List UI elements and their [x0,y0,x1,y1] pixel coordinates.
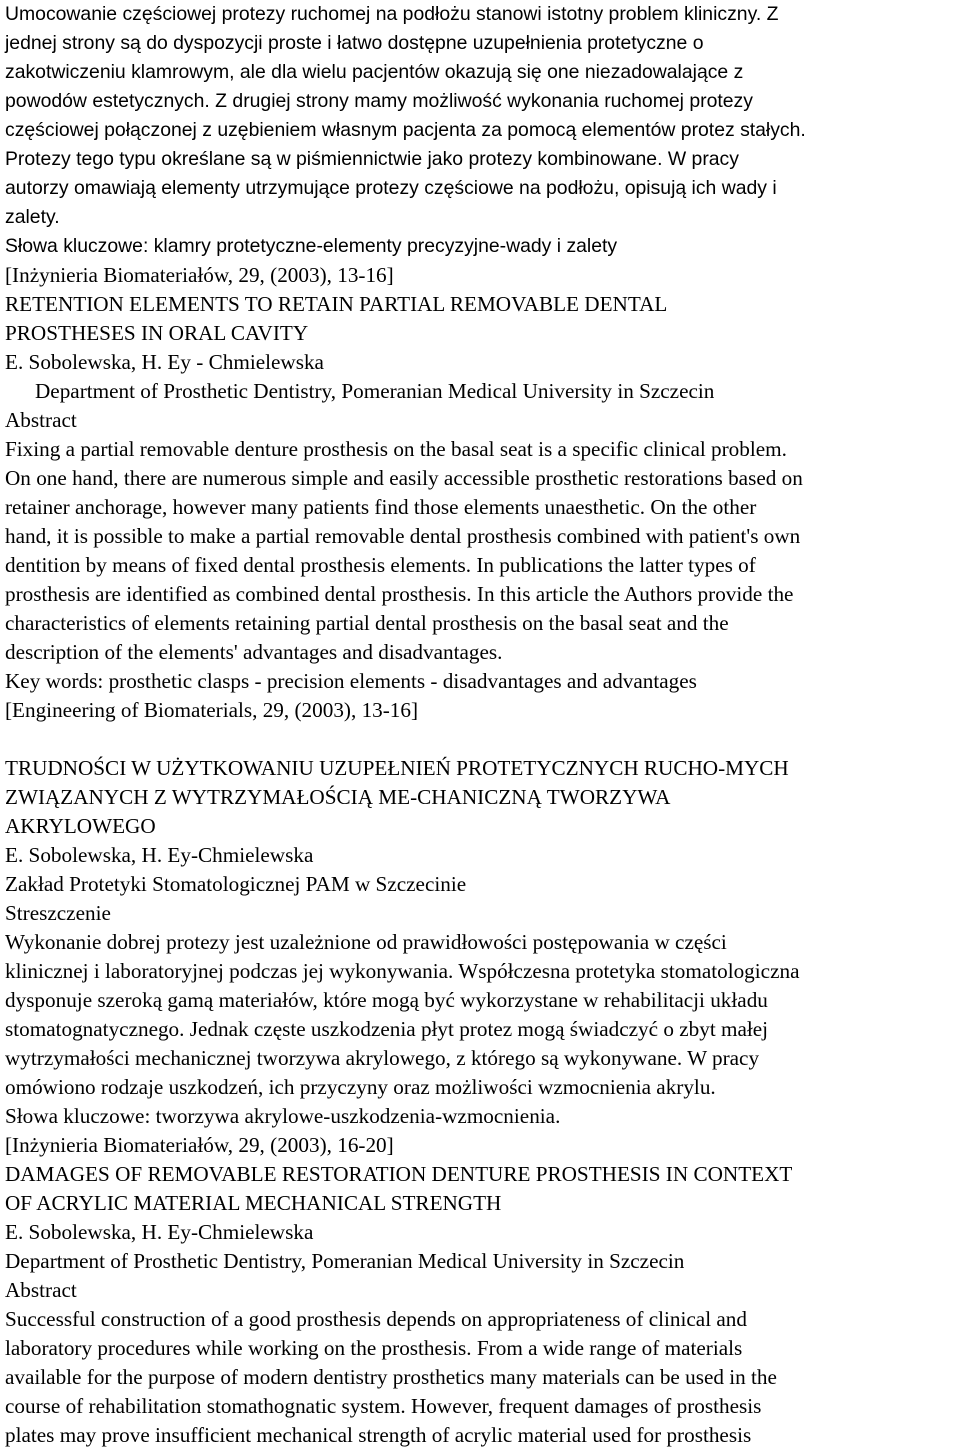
abstract-line: hand, it is possible to make a partial removable dental prosthesis combined with patient's own [5,524,801,548]
abstract-line: description of the elements' advantages and disadvantages. [5,640,503,664]
abstract-line: dentition by means of fixed dental prosthesis elements. In publications the latter types of [5,553,756,577]
citation: [Inżynieria Biomateriałów, 29, (2003), 16-20] [5,1133,394,1157]
abstract-line: plates may prove insufficient mechanical strength of acrylic material used for prosthesis [5,1423,752,1447]
abstract-line: Wykonanie dobrej protezy jest uzależnione od prawidłowości postępowania w części [5,930,727,954]
abstract-line: Protezy tego typu określane są w piśmiennictwie jako protezy kombinowane. W pracy [5,148,739,170]
abstract-line: klinicznej i laboratoryjnej podczas jej wykonywania. Współczesna protetyka stomatologiczna [5,959,800,983]
abstract-line: zakotwiczeniu klamrowym, ale dla wielu pacjentów okazują się one niezadowalające z [5,61,744,83]
abstract-line: dysponuje szeroką gamą materiałów, które mogą być wykorzystane w rehabilitacji układu [5,988,768,1012]
keywords: Key words: prosthetic clasps - precision elements - disadvantages and advantages [5,669,697,693]
abstract-line: stomatognatycznego. Jednak częste uszkodzenia płyt protez mogą świadczyć o zbyt małej [5,1017,769,1041]
abstract-line: powodów estetycznych. Z drugiej strony mamy możliwość wykonania ruchomej protezy [5,90,753,112]
authors: E. Sobolewska, H. Ey - Chmielewska [5,350,324,374]
document-page [5,0,957,1450]
title-line: ZWIĄZANYCH Z WYTRZYMAŁOŚCIĄ ME-CHANICZNĄ TWORZYWA [5,785,671,809]
article2-pl-title [5,754,957,841]
abstract-line: characteristics of elements retaining partial dental prosthesis on the basal seat and the [5,611,729,635]
authors: E. Sobolewska, H. Ey-Chmielewska [5,1220,314,1244]
title-line: DAMAGES OF REMOVABLE RESTORATION DENTURE PROSTHESIS IN CONTEXT [5,1162,793,1186]
affiliation: Department of Prosthetic Dentistry, Pomeranian Medical University in Szczecin [35,379,715,403]
abstract-line: zalety. [5,206,60,228]
abstract-line: course of rehabilitation stomathognatic system. However, frequent damages of prosthesis [5,1394,762,1418]
abstract-line: częściowej połączonej z uzębieniem własnym pacjenta za pomocą elementów protez stałych. [5,119,806,141]
abstract-line: prosthesis are identified as combined dental prosthesis. In this article the Authors provide the [5,582,794,606]
article2-en-title [5,1160,957,1218]
abstract-line: Successful construction of a good prosthesis depends on appropriateness of clinical and [5,1307,747,1331]
abstract-line: omówiono rodzaje uszkodzeń, ich przyczyny oraz możliwości wzmocnienia akrylu. [5,1075,716,1099]
authors: E. Sobolewska, H. Ey-Chmielewska [5,843,314,867]
abstract-line: On one hand, there are numerous simple and easily accessible prosthetic restorations based on [5,466,803,490]
title-line: AKRYLOWEGO [5,814,156,838]
section-spacer [5,725,957,754]
keywords: Słowa kluczowe: klamry protetyczne-elementy precyzyjne-wady i zalety [5,235,618,257]
abstract-line: wytrzymałości mechanicznej tworzywa akrylowego, z którego są wykonywane. W pracy [5,1046,760,1070]
article1-en-title [5,290,957,348]
affiliation: Department of Prosthetic Dentistry, Pomeranian Medical University in Szczecin [5,1249,685,1273]
abstract-heading: Streszczenie [5,901,111,925]
article2-en-abstract [5,1305,957,1450]
abstract-line: autorzy omawiają elementy utrzymujące protezy częściowe na podłożu, opisują ich wady i [5,177,777,199]
article1-pl-abstract [5,0,957,232]
title-line: RETENTION ELEMENTS TO RETAIN PARTIAL REMOVABLE DENTAL [5,292,668,316]
abstract-line: Fixing a partial removable denture prosthesis on the basal seat is a specific clinical problem. [5,437,787,461]
abstract-line: jednej strony są do dyspozycji proste i łatwo dostępne uzupełnienia protetyczne o [5,32,704,54]
abstract-line: available for the purpose of modern dentistry prosthetics many materials can be used in the [5,1365,777,1389]
abstract-line: retainer anchorage, however many patients find those elements unaesthetic. On the other [5,495,757,519]
citation: [Engineering of Biomaterials, 29, (2003), 13-16] [5,698,419,722]
article2-pl-abstract [5,928,957,1102]
keywords: Słowa kluczowe: tworzywa akrylowe-uszkodzenia-wzmocnienia. [5,1104,561,1128]
abstract-heading: Abstract [5,408,77,432]
abstract-heading: Abstract [5,1278,77,1302]
affiliation: Zakład Protetyki Stomatologicznej PAM w Szczecinie [5,872,467,896]
title-line: TRUDNOŚCI W UŻYTKOWANIU UZUPEŁNIEŃ PROTETYCZNYCH RUCHO-MYCH [5,756,789,780]
citation: [Inżynieria Biomateriałów, 29, (2003), 13-16] [5,263,394,287]
title-line: PROSTHESES IN ORAL CAVITY [5,321,309,345]
abstract-line: Umocowanie częściowej protezy ruchomej na podłożu stanowi istotny problem kliniczny. Z [5,3,779,25]
article1-en-abstract [5,435,957,667]
abstract-line: laboratory procedures while working on the prosthesis. From a wide range of materials [5,1336,743,1360]
title-line: OF ACRYLIC MATERIAL MECHANICAL STRENGTH [5,1191,502,1215]
